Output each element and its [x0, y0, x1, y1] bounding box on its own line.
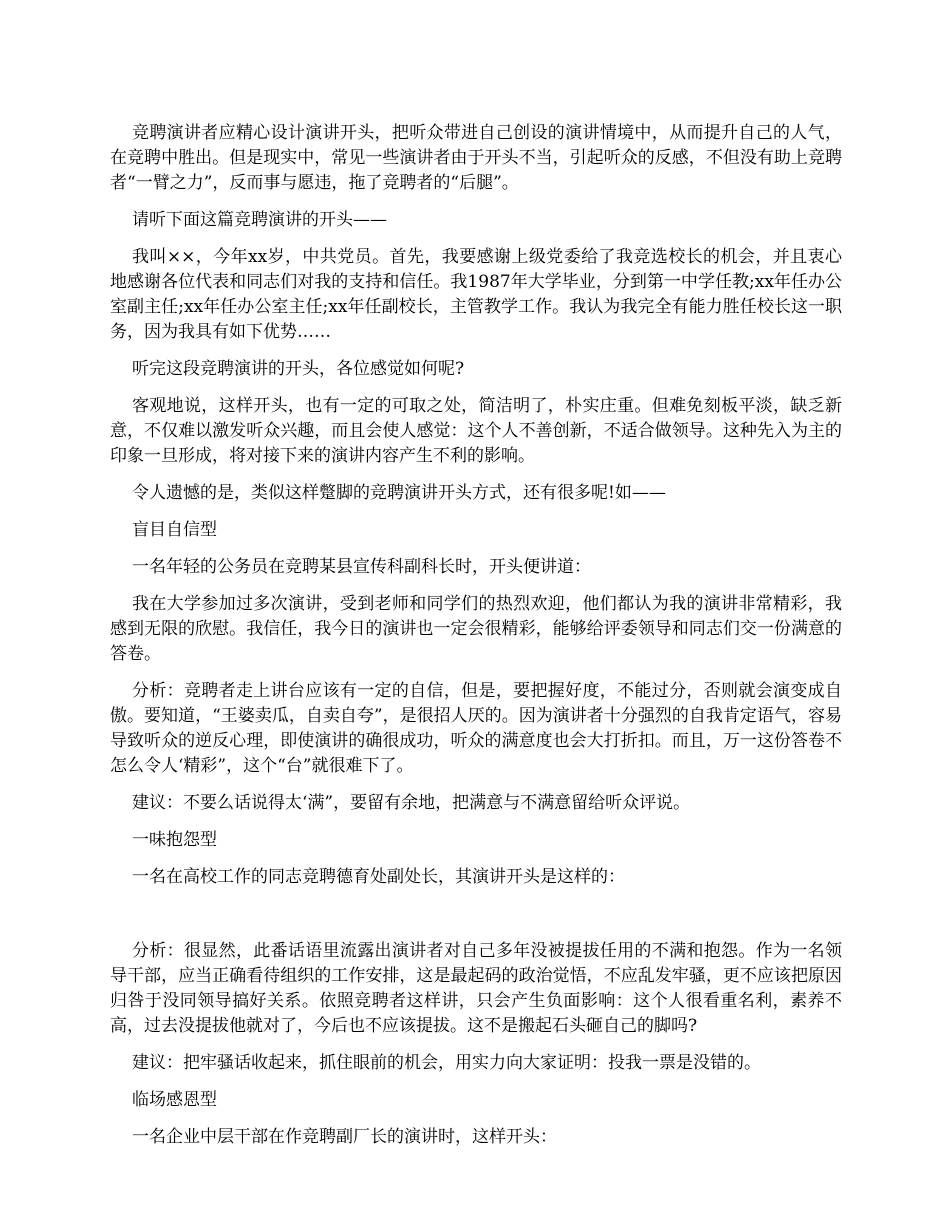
paragraph-question: 听完这段竞聘演讲的开头，各位感觉如何呢? — [132, 359, 465, 379]
paragraph-analysis-2: 分析：很显然，此番话语里流露出演讲者对自己多年没被提拔任用的不满和抱怨。作为一名领导干部，应当正确看待组织的工作安排，这是最起码的政治觉悟，不应乱发牢骚，更不应该把原因归咎于没同领导搞好关系。依照竞聘者这样讲，只会产生负面影响：这个人很看重名利，素养不高，过去没提拔他就对了，今后也不应该提拔。这不是搬起石头砸自己的脚吗? — [110, 941, 842, 1036]
section-heading-gratitude: 临场感恩型 — [132, 1090, 217, 1110]
document-body — [110, 121, 842, 1162]
paragraph-blank — [110, 902, 842, 927]
paragraph-advice-1: 建议：不要么话说得太‘满”，要留有余地，把满意与不满意留给听众评说。 — [132, 793, 691, 813]
paragraph-example-1: 我叫××，今年xx岁，中共党员。首先，我要感谢上级党委给了我竞选校长的机会，并且衷心地感谢各位代表和同志们对我的支持和信任。我1987年大学毕业，分到第一中学任教;xx年任办公室副主任;xx年任办公室主任;xx年任副校长，主管教学工作。我认为我完全有能力胜任校长这一职务，因为我具有如下优势…… — [110, 247, 842, 342]
paragraph-analysis-1: 分析：竞聘者走上讲台应该有一定的自信，但是，要把握好度，不能过分，否则就会演变成自傲。要知道，“王婆卖瓜，自卖自夸”，是很招人厌的。因为演讲者十分强烈的自我肯定语气，容易导致听众的逆反心理，即使演讲的确很成功，听众的满意度也会大打折扣。而且，万一这份答卷不怎么令人‘精彩”，这个“台”就很难下了。 — [110, 681, 842, 776]
paragraph-example-2: 我在大学参加过多次演讲，受到老师和同学们的热烈欢迎，他们都认为我的演讲非常精彩，我感到无限的欣慰。我信任，我今日的演讲也一定会很精彩，能够给评委领导和同志们交一份满意的答卷。 — [110, 594, 842, 664]
paragraph-objective: 客观地说，这样开头，也有一定的可取之处，简洁明了，朴实庄重。但难免刻板平淡，缺乏新意，不仅难以激发听众兴趣，而且会使人感觉：这个人不善创新，不适合做领导。这种先入为主的印象一旦形成，将对接下来的演讲内容产生不利的影响。 — [110, 396, 842, 466]
paragraph-regret: 令人遗憾的是，类似这样蹩脚的竞聘演讲开头方式，还有很多呢!如—— — [132, 483, 666, 503]
section-heading-complaining: 一味抱怨型 — [132, 830, 217, 850]
paragraph-university: 一名在高校工作的同志竞聘德育处副处长，其演讲开头是这样的： — [132, 867, 625, 887]
paragraph-listen: 请听下面这篇竞聘演讲的开头—— — [132, 210, 387, 230]
paragraph-intro: 竞聘演讲者应精心设计演讲开头，把听众带进自己创设的演讲情境中，从而提升自己的人气，在竞聘中胜出。但是现实中，常见一些演讲者由于开头不当，引起听众的反感，不但没有助上竞聘者“一臂之力”，反而事与愿违，拖了竞聘者的“后腿”。 — [110, 123, 842, 193]
paragraph-advice-2: 建议：把牢骚话收起来，抓住眼前的机会，用实力向大家证明：投我一票是没错的。 — [132, 1053, 761, 1073]
section-heading-blind-confidence: 盲目自信型 — [132, 520, 217, 540]
paragraph-civil-servant: 一名年轻的公务员在竞聘某县宣传科副科长时，开头便讲道： — [132, 557, 591, 577]
paragraph-enterprise: 一名企业中层干部在作竞聘副厂长的演讲时，这样开头： — [132, 1127, 557, 1147]
